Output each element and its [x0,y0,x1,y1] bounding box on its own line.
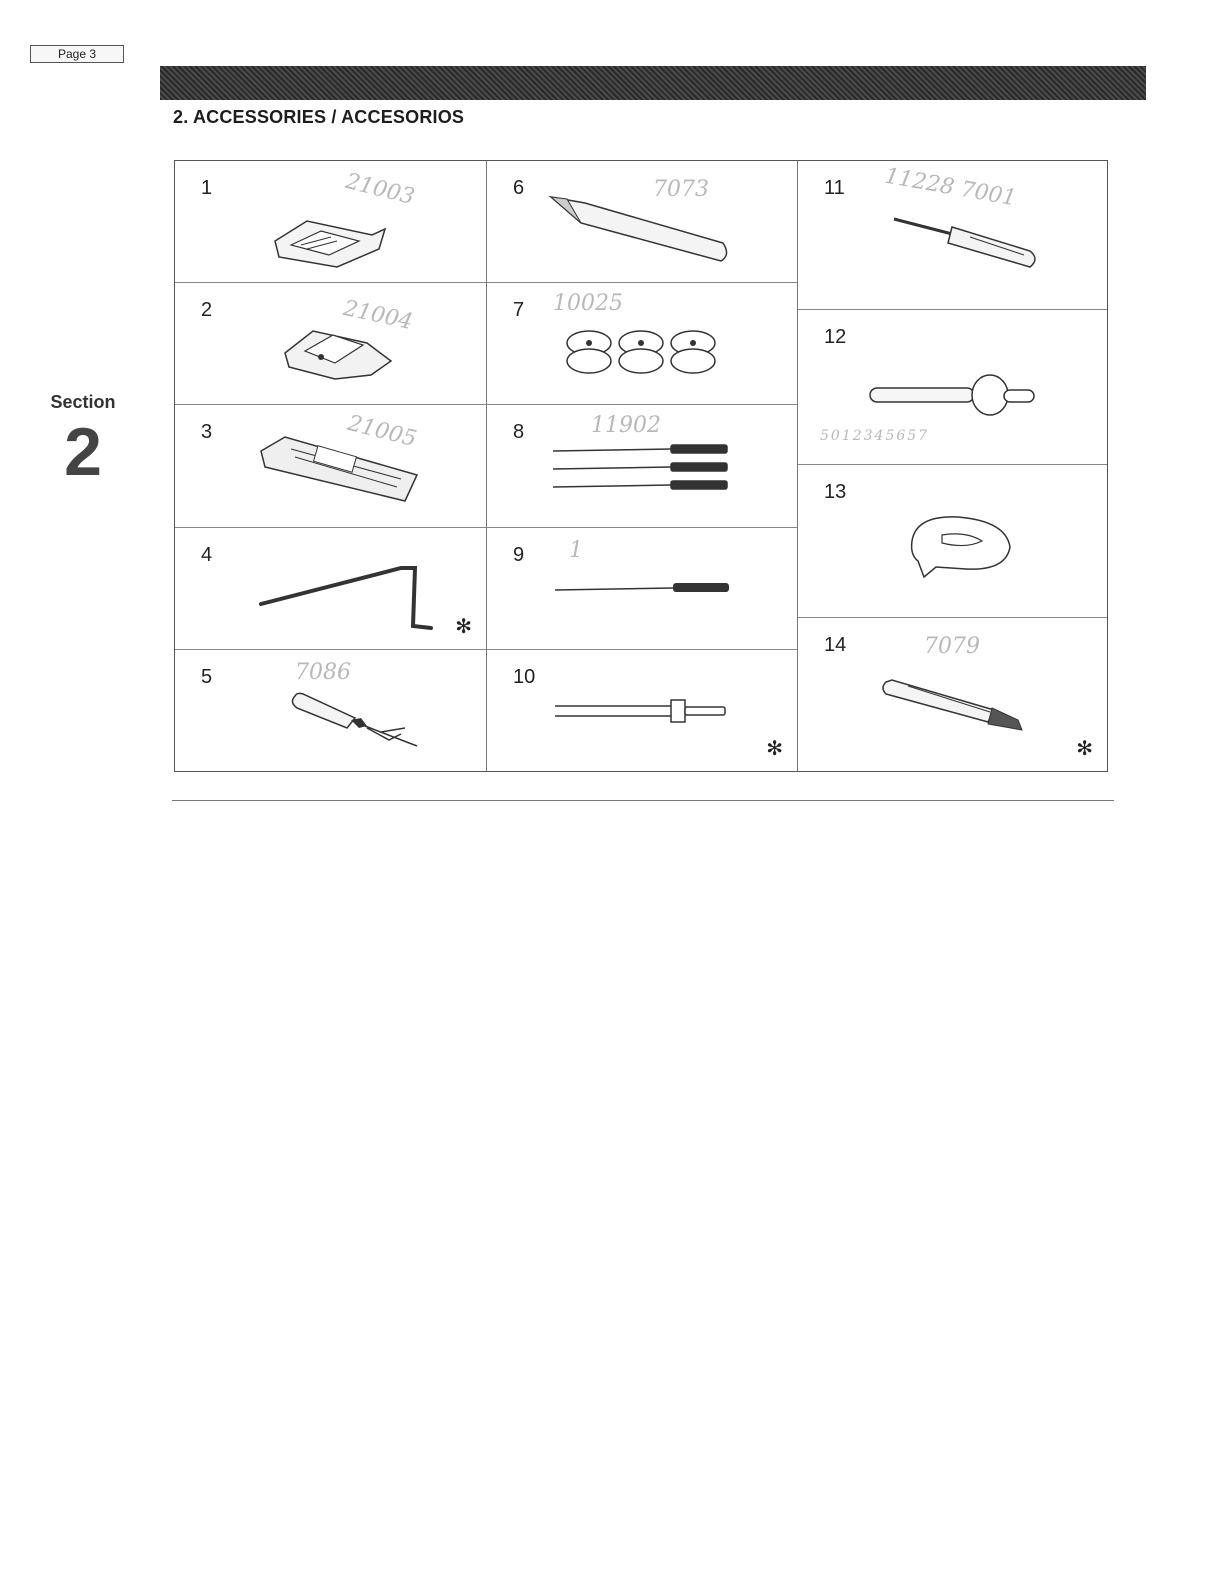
lint-brush-icon [545,185,735,265]
accessory-cell-12 [798,310,1107,465]
accessory-cell-8 [487,405,797,527]
header-bar [160,66,1146,100]
twin-needle-icon [553,696,733,726]
spool-cap-icon [906,511,1016,581]
accessory-number: 9 [513,543,525,566]
accessory-cell-11 [798,161,1107,310]
accessory-cell-14 [798,618,1107,771]
handwritten-note: 7086 [295,659,351,685]
seam-guide-icon [255,562,455,636]
accessory-number: 13 [824,481,847,503]
accessory-number: 12 [824,326,847,348]
screwdriver-icon [890,213,1050,273]
presser-foot-icon [267,211,397,271]
accessory-cell-3 [175,405,486,527]
accessory-cell-7 [487,283,797,405]
accessory-cell-6 [487,161,797,283]
buttonhole-foot-icon [255,431,425,511]
asterisk-icon: ✻ [455,615,472,638]
accessories-grid [174,160,1108,772]
page-number-tag: Page 3 [30,45,124,63]
accessory-cell-10 [487,650,797,771]
handwritten-note: 1 [569,537,583,563]
brush-icon [878,672,1038,734]
section-label: Section [50,392,116,412]
handwritten-note: 11902 [591,413,661,439]
accessory-cell-9 [487,528,797,650]
accessory-number: 2 [201,299,213,322]
handwritten-note: 21003 [343,168,417,211]
handwritten-note: 21005 [345,411,419,453]
asterisk-icon: ✻ [766,738,783,761]
needles-icon [551,439,731,499]
accessories-column-2 [486,161,797,771]
accessory-number: 5 [201,665,213,688]
zipper-foot-icon [275,317,405,385]
accessories-column-1 [175,161,486,771]
accessory-number: 10 [513,665,536,688]
accessories-column-3 [797,161,1107,771]
needle-icon [553,578,733,598]
handwritten-note: 7073 [653,177,709,202]
accessory-cell-5 [175,650,486,771]
accessory-number: 4 [201,543,213,566]
accessory-number: 6 [513,177,525,199]
accessory-cell-4 [175,528,486,650]
seam-ripper-icon [285,688,425,752]
accessory-number: 3 [201,421,213,444]
accessory-number: 11 [824,177,845,199]
accessory-cell-2 [175,283,486,405]
section-number: 2 [64,414,102,490]
accessory-cell-1 [175,161,486,283]
handwritten-note: 21004 [341,296,415,336]
accessory-number: 8 [513,421,525,444]
footer-divider [172,800,1114,801]
accessory-number: 1 [201,177,213,199]
accessory-cell-13 [798,465,1107,618]
bobbins-icon [563,327,723,377]
handwritten-note: 5012345657 [820,428,930,444]
handwritten-note: 10025 [553,291,623,317]
handwritten-note: 7079 [924,634,980,659]
asterisk-icon: ✻ [1076,738,1093,760]
spool-pin-icon [866,370,1046,426]
page-title: 2. ACCESSORIES / ACCESORIOS [173,107,465,127]
handwritten-note: 11228 7001 [882,163,1019,212]
accessory-number: 14 [824,634,847,656]
accessory-number: 7 [513,299,525,322]
